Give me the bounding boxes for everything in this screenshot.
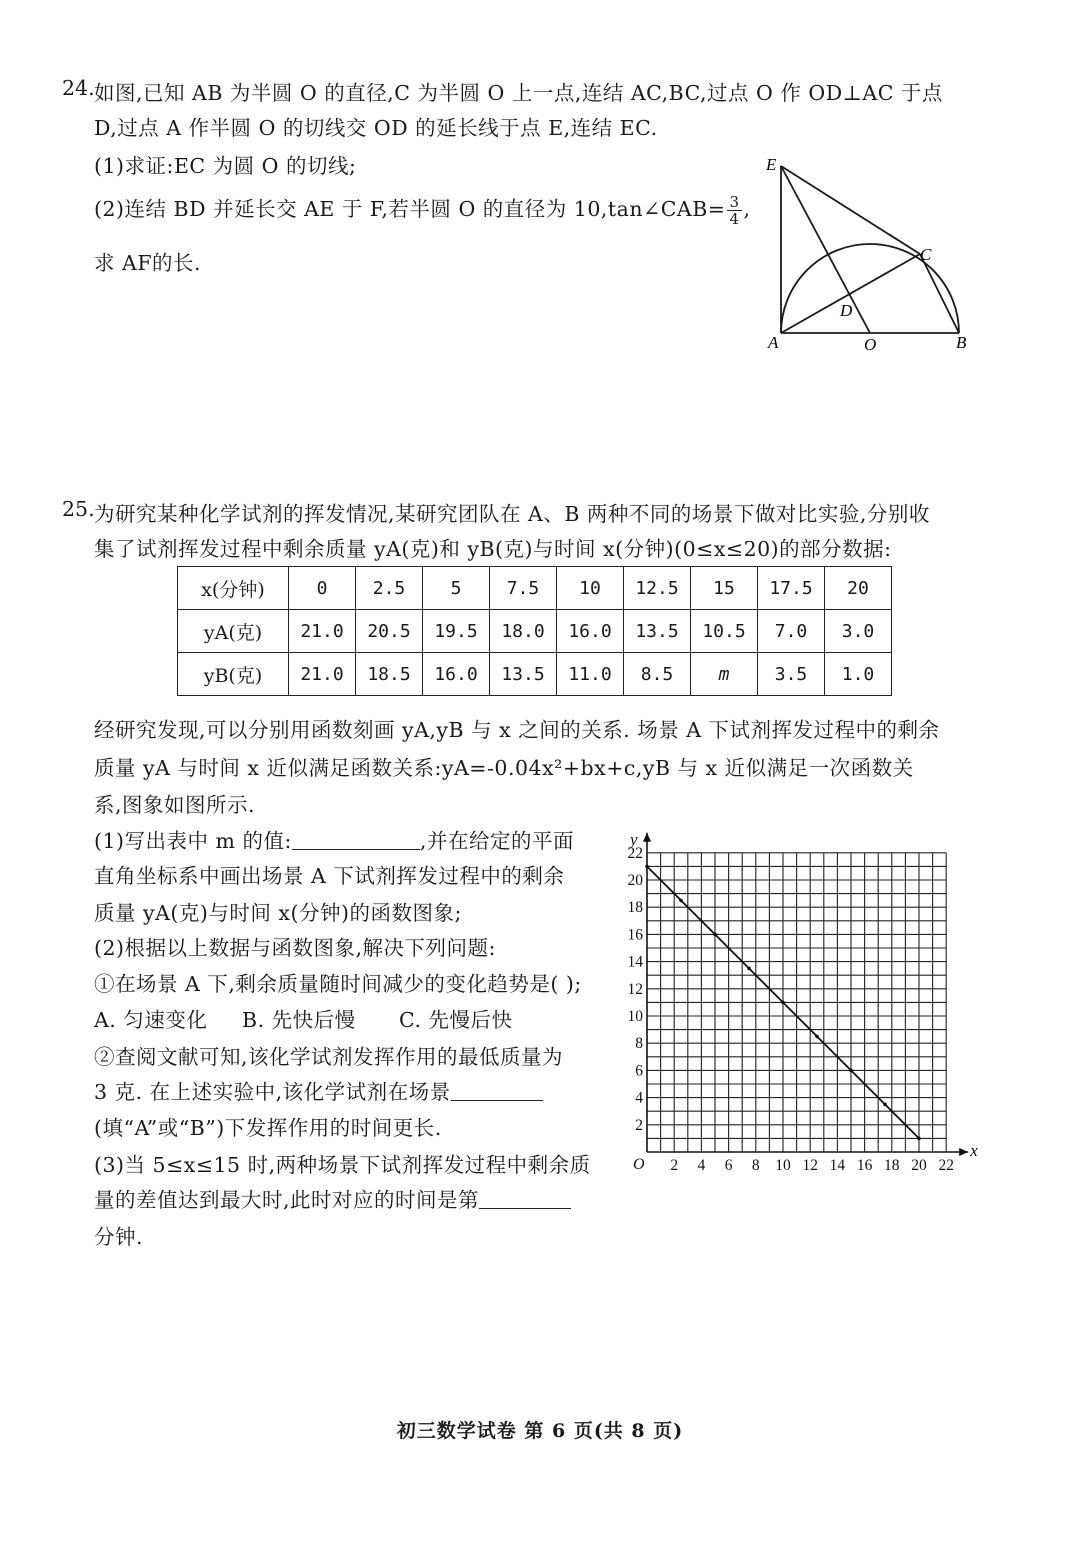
y-tick-label: 20 <box>627 872 643 889</box>
x-tick-label: 22 <box>938 1157 954 1174</box>
data-point-yB <box>849 1069 853 1073</box>
table-cell: 18.5 <box>356 653 423 696</box>
grid-lines <box>647 853 946 1152</box>
table-row <box>178 567 892 610</box>
y-tick-label: 14 <box>627 953 643 971</box>
q25-part1-line2: 直角坐标系中画出场景 A 下试剂挥发过程中的剩余 <box>94 864 565 888</box>
answer-blank-m <box>292 831 420 850</box>
x-axis-arrow <box>959 1148 968 1156</box>
table-cell: 13.5 <box>490 653 557 696</box>
table-cell: 12.5 <box>624 567 691 610</box>
q24-number: 24. <box>62 76 95 100</box>
y-tick-label: 8 <box>635 1035 643 1053</box>
q25-part3-line3: 分钟. <box>94 1225 144 1249</box>
table-cell: 8.5 <box>624 653 691 696</box>
table-cell: 1.0 <box>825 653 892 696</box>
segment-ec <box>781 166 920 254</box>
q25-part3-line1: (3)当 5≤x≤15 时,两种场景下试剂挥发过程中剩余质 <box>94 1153 591 1177</box>
table-cell: 20.5 <box>356 610 423 653</box>
x-tick-label: 2 <box>670 1157 679 1174</box>
semicircle-arc <box>781 244 959 333</box>
table-cell: 10 <box>557 567 624 610</box>
table-cell: 0 <box>289 567 356 610</box>
table-cell: 16.0 <box>557 610 624 653</box>
q25-part2-2-line2 <box>94 1075 543 1105</box>
data-point-yB <box>713 933 717 937</box>
table-row <box>178 610 892 653</box>
answer-blank-time <box>479 1190 571 1209</box>
q24-line2: D,过点 A 作半圆 O 的切线交 OD 的延长线于点 E,连结 EC. <box>94 116 658 140</box>
data-point-yB <box>917 1137 921 1141</box>
q24-part1: (1)求证:EC 为圆 O 的切线; <box>94 154 357 178</box>
row-label: yB(克) <box>178 653 289 696</box>
row-label: x(分钟) <box>178 567 289 610</box>
data-point-yB <box>781 1001 785 1005</box>
q25-part2-2-line3: (填“A”或“B”)下发挥作用的时间更长. <box>94 1116 442 1140</box>
part2-2-text: 3 克. 在上述实验中,该化学试剂在场景 <box>94 1080 451 1104</box>
x-tick-label: 18 <box>884 1157 900 1174</box>
label-c: C <box>920 245 932 264</box>
y-tick-label: 2 <box>635 1116 643 1134</box>
semicircle-figure <box>760 150 990 360</box>
q25-part2-2-line1: ②查阅文献可知,该化学试剂发挥作用的最低质量为 <box>94 1045 564 1069</box>
tan-fraction <box>727 194 741 227</box>
q25-desc3: 系,图象如图所示. <box>94 793 256 817</box>
data-point-yB <box>883 1103 887 1107</box>
x-tick-label: 4 <box>697 1157 706 1174</box>
table-cell: 7.0 <box>758 610 825 653</box>
table-cell: 3.5 <box>758 653 825 696</box>
table-cell: 19.5 <box>423 610 490 653</box>
page-footer: 初三数学试卷 第 6 页(共 8 页) <box>396 1420 684 1442</box>
label-o: O <box>864 335 877 354</box>
table-row <box>178 653 892 696</box>
q25-number: 25. <box>62 497 95 521</box>
q25-part1-line1 <box>94 824 574 854</box>
table-cell: 16.0 <box>423 653 490 696</box>
fraction-numerator: 3 <box>729 193 740 211</box>
table-cell: m <box>691 653 758 696</box>
data-point-yB <box>645 865 649 869</box>
y-tick-label: 10 <box>627 1008 643 1025</box>
segment-ac <box>781 254 920 333</box>
origin-label: O <box>633 1156 645 1173</box>
data-table <box>177 566 892 696</box>
y-axis-label: y <box>630 829 638 849</box>
x-tick-label: 14 <box>829 1157 846 1174</box>
table-cell: 11.0 <box>557 653 624 696</box>
table-cell: 7.5 <box>490 567 557 610</box>
x-tick-label: 12 <box>802 1157 818 1174</box>
q25-part2-1: ①在场景 A 下,剩余质量随时间减少的变化趋势是( ); <box>94 972 582 996</box>
table-cell: 21.0 <box>289 610 356 653</box>
y-tick-label: 22 <box>627 844 643 862</box>
label-e: E <box>766 155 777 174</box>
row-label: yA(克) <box>178 610 289 653</box>
y-tick-label: 6 <box>635 1062 643 1080</box>
option-b: B. 先快后慢 <box>242 1008 356 1032</box>
q24-part2-line2: 求 AF的长. <box>94 251 202 275</box>
fraction-denominator: 4 <box>729 210 740 228</box>
table-cell: 20 <box>825 567 892 610</box>
option-c: C. 先慢后快 <box>399 1008 513 1032</box>
q24-line1: 如图,已知 AB 为半圆 O 的直径,C 为半圆 O 上一点,连结 AC,BC,过点 O 作 OD⊥AC 于点 <box>94 81 943 105</box>
y-tick-label: 4 <box>635 1089 643 1107</box>
x-tick-label: 16 <box>856 1157 873 1174</box>
label-a: A <box>768 333 779 352</box>
label-b: B <box>956 333 967 352</box>
x-tick-label: 8 <box>751 1157 760 1174</box>
part3-text: 量的差值达到最大时,此时对应的时间是第 <box>94 1188 480 1212</box>
x-tick-label: 10 <box>775 1157 791 1174</box>
q25-desc2: 质量 yA 与时间 x 近似满足函数关系:yA=-0.04x²+bx+c,yB 与 x 近似满足一次函数关 <box>94 756 914 780</box>
y-tick-label: 12 <box>627 980 643 998</box>
q25-line1: 为研究某种化学试剂的挥发情况,某研究团队在 A、B 两种不同的场景下做对比实验,分别收 <box>94 502 930 526</box>
table-cell: 10.5 <box>691 610 758 653</box>
part1-text-a: (1)写出表中 m 的值: <box>94 829 292 853</box>
segment-bc <box>920 254 959 333</box>
table-cell: 17.5 <box>758 567 825 610</box>
table-cell: 15 <box>691 567 758 610</box>
table-cell: 2.5 <box>356 567 423 610</box>
part1-text-b: ,并在给定的平面 <box>419 829 574 853</box>
y-axis-arrow <box>643 833 651 842</box>
table-cell: 13.5 <box>624 610 691 653</box>
q25-part2: (2)根据以上数据与函数图象,解决下列问题: <box>94 936 496 960</box>
x-axis-label: x <box>970 1141 978 1160</box>
coordinate-grid-chart <box>610 828 980 1180</box>
q25-desc1: 经研究发现,可以分别用函数刻画 yA,yB 与 x 之间的关系. 场景 A 下试剂挥发过程中的剩余 <box>94 718 940 742</box>
data-point-yB <box>747 967 751 971</box>
x-tick-label: 6 <box>724 1157 733 1174</box>
q25-part3-line2 <box>94 1183 571 1213</box>
data-point-yB <box>679 899 683 903</box>
q24-part2-suffix: , <box>743 197 751 221</box>
option-a: A. 匀速变化 <box>94 1008 208 1032</box>
q24-part2 <box>94 192 751 227</box>
table-cell: 5 <box>423 567 490 610</box>
y-tick-label: 18 <box>627 899 643 917</box>
q25-part1-line3: 质量 yA(克)与时间 x(分钟)的函数图象; <box>94 901 462 925</box>
table-cell: 3.0 <box>825 610 892 653</box>
y-tick-label: 16 <box>627 926 643 944</box>
answer-blank-scene <box>451 1082 543 1101</box>
label-d: D <box>840 301 853 320</box>
table-cell: 18.0 <box>490 610 557 653</box>
x-tick-label: 20 <box>911 1157 927 1174</box>
q24-part2-prefix: (2)连结 BD 并延长交 AE 于 F,若半圆 O 的直径为 10,tan∠CAB= <box>94 197 726 221</box>
data-point-yB <box>815 1035 819 1039</box>
table-cell: 21.0 <box>289 653 356 696</box>
q25-options <box>94 1003 513 1033</box>
q25-line2: 集了试剂挥发过程中剩余质量 yA(克)和 yB(克)与时间 x(分钟)(0≤x≤20)的部分数据: <box>94 537 892 561</box>
